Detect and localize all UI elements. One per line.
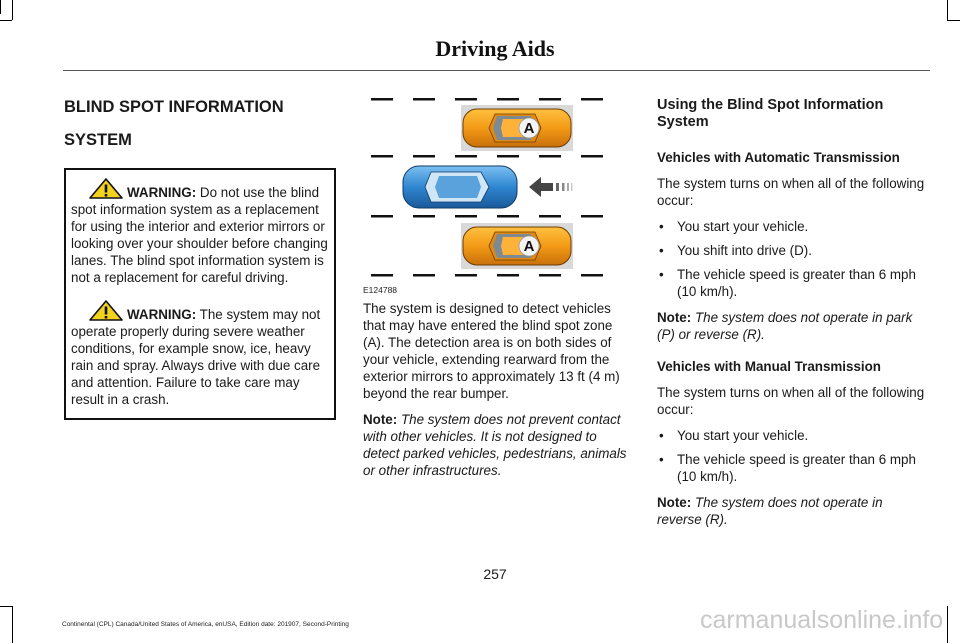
warning-text: The system may not operate properly during severe weather conditions, for example snow, ice, heavy rain and spray. Always drive with due care and attention. Failure to take care may result in a crash. (71, 307, 321, 407)
crop-mark (0, 20, 12, 21)
crop-mark (12, 606, 13, 643)
blind-spot-figure (363, 92, 605, 300)
note-text: The system does not prevent contact with other vehicles. It is not designed to detect parked vehicles, pedestrians, animals or other infrastructures. (363, 412, 627, 478)
subsection-title: Using the Blind Spot Information System (657, 97, 884, 130)
crop-mark (0, 0, 1, 14)
warning-label: WARNING: (127, 307, 197, 322)
header-divider (63, 70, 930, 71)
warning-triangle-icon (89, 178, 123, 199)
warning-label: WARNING: (127, 185, 197, 200)
list-item: • The vehicle speed is greater than 6 mph (10 km/h). (657, 451, 928, 485)
list-item: • The vehicle speed is greater than 6 mph (10 km/h). (657, 266, 928, 300)
warning-triangle-icon (89, 300, 123, 321)
approach-arrow-icon (529, 177, 573, 197)
warning-paragraph (71, 178, 330, 286)
section-title-line2-wrap (64, 130, 336, 151)
zone-marker-label: A (523, 238, 535, 255)
crop-mark (947, 0, 948, 20)
manual-transmission-heading: Vehicles with Manual Transmission (657, 359, 881, 374)
note-label: Note: (363, 412, 398, 427)
right-column (657, 97, 928, 537)
auto-intro: The system turns on when all of the following occur: (657, 176, 925, 208)
manual-intro: The system turns on when all of the following occur: (657, 385, 925, 417)
list-item: • You shift into drive (D). (657, 242, 928, 259)
section-title-line2: SYSTEM (64, 131, 132, 149)
warning-paragraph (71, 300, 330, 408)
page-header-title: Driving Aids (435, 36, 555, 61)
crop-mark (0, 606, 12, 607)
warning-text: Do not use the blind spot information system as a replacement for using the interior and exterior mirrors or looking over your shoulder before changing lanes. The blind spot information system is not a replacement for careful driving. (71, 185, 328, 285)
list-item: • You start your vehicle. (657, 427, 928, 444)
auto-note (657, 309, 928, 343)
note-label: Note: (657, 495, 692, 510)
zone-marker-label: A (523, 120, 535, 137)
section-title-line1: BLIND SPOT INFORMATION (64, 98, 284, 116)
list-item: • You start your vehicle. (657, 218, 928, 235)
watermark: carmanualsonline.info (700, 606, 944, 634)
description-paragraph: The system is designed to detect vehicles that may have entered the blind spot zone (A). The detection area is on both sides of your vehicle, extending rearward from the exterior mirrors to approximately 13 ft (4 m) beyond the rear bumper. (363, 301, 620, 401)
crop-mark (12, 0, 13, 20)
footer-edition: Continental (CPL) Canada/United States of America, enUSA, Edition date: 201907, Second-Printing (62, 621, 349, 628)
middle-column (363, 92, 631, 488)
note-text: The system does not operate in reverse (R). (657, 495, 883, 527)
note-label: Note: (657, 310, 692, 325)
warning-box (64, 168, 336, 420)
manual-note (657, 494, 928, 528)
blue-car-icon (403, 166, 517, 208)
section-title (64, 97, 336, 118)
orange-car-icon (463, 227, 571, 265)
blind-spot-diagram (363, 92, 605, 282)
left-column (64, 97, 336, 420)
crop-mark (947, 20, 960, 21)
figure-code: E124788 (363, 285, 398, 295)
orange-car-icon (463, 109, 571, 147)
note-paragraph (363, 411, 631, 479)
crop-mark (947, 606, 948, 643)
page-number: 257 (483, 566, 507, 582)
auto-transmission-heading: Vehicles with Automatic Transmission (657, 150, 900, 165)
manual-conditions-list (657, 427, 928, 485)
auto-conditions-list (657, 218, 928, 300)
note-text: The system does not operate in park (P) or reverse (R). (657, 310, 913, 342)
